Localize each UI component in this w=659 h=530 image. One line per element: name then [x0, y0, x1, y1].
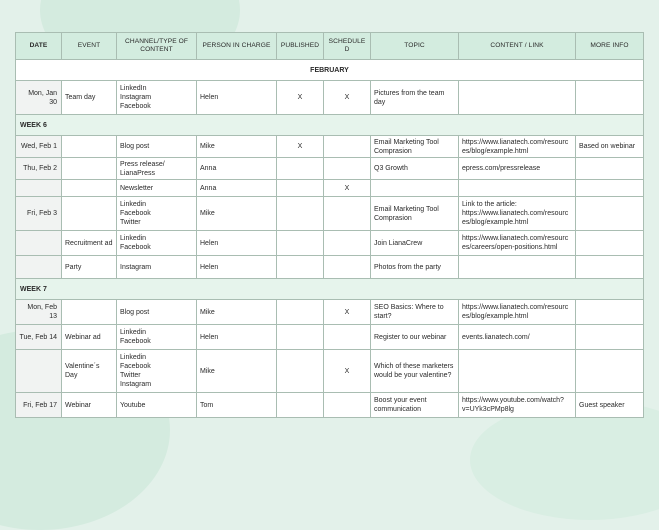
cell-content: epress.com/pressrelease	[459, 158, 576, 180]
channel-item: Instagram	[120, 94, 152, 101]
month-row	[16, 60, 644, 81]
cell-person: Anna	[197, 158, 277, 180]
header-event: EVENT	[62, 33, 117, 60]
cell-content: Link to the article: https://www.lianatech.com/resources/blog/example.html	[459, 197, 576, 231]
cell-person: Helen	[197, 81, 277, 115]
cell-scheduled	[324, 158, 371, 180]
cell-more	[576, 180, 644, 197]
cell-date	[16, 256, 62, 279]
cell-person: Mike	[197, 197, 277, 231]
header-channel: CHANNEL/TYPE OF CONTENT	[117, 33, 197, 60]
cell-content	[459, 180, 576, 197]
cell-topic: Email Marketing Tool Comprasion	[371, 136, 459, 158]
cell-scheduled	[324, 197, 371, 231]
table-row	[16, 325, 644, 350]
cell-content: https://www.youtube.com/watch?v=UYk3cPMp8lg	[459, 393, 576, 418]
cell-channel	[117, 197, 197, 231]
table-row	[16, 300, 644, 325]
table-row	[16, 180, 644, 197]
cell-person: Helen	[197, 256, 277, 279]
cell-channel	[117, 136, 197, 158]
channel-item: Facebook	[120, 363, 151, 370]
cell-more: Based on webinar	[576, 136, 644, 158]
channel-item: Linkedin	[120, 354, 147, 361]
cell-scheduled: X	[324, 81, 371, 115]
cell-published	[277, 256, 324, 279]
header-row	[16, 33, 644, 60]
table-row	[16, 350, 644, 393]
header-date: DATE	[16, 33, 62, 60]
background-shape	[470, 400, 659, 520]
month-label: FEBRUARY	[16, 60, 644, 81]
cell-content: https://www.lianatech.com/resources/blog/example.html	[459, 300, 576, 325]
cell-topic: Which of these marketers would be your valentine?	[371, 350, 459, 393]
channel-item: Facebook	[120, 244, 151, 251]
cell-published: X	[277, 81, 324, 115]
cell-person: Mike	[197, 136, 277, 158]
cell-channel	[117, 393, 197, 418]
cell-published	[277, 325, 324, 350]
cell-person: Mike	[197, 350, 277, 393]
table-row	[16, 197, 644, 231]
cell-date	[16, 231, 62, 256]
channel-item: Instagram	[120, 263, 152, 271]
cell-topic	[371, 180, 459, 197]
cell-more	[576, 197, 644, 231]
cell-scheduled	[324, 231, 371, 256]
cell-scheduled	[324, 256, 371, 279]
cell-date: Thu, Feb 2	[16, 158, 62, 180]
cell-scheduled: X	[324, 300, 371, 325]
channel-item: Blog post	[120, 143, 150, 150]
channel-item: Twitter	[120, 219, 141, 226]
cell-published	[277, 350, 324, 393]
cell-more	[576, 325, 644, 350]
week-row	[16, 279, 644, 300]
channel-item: Instagram	[120, 381, 152, 388]
cell-content: events.lianatech.com/	[459, 325, 576, 350]
cell-date: Fri, Feb 17	[16, 393, 62, 418]
cell-topic: Register to our webinar	[371, 325, 459, 350]
cell-scheduled: X	[324, 350, 371, 393]
channel-item: LinkedIn	[120, 85, 147, 92]
week-label: WEEK 7	[16, 279, 644, 300]
cell-channel	[117, 325, 197, 350]
cell-published	[277, 231, 324, 256]
header-topic: TOPIC	[371, 33, 459, 60]
cell-date	[16, 180, 62, 197]
cell-channel	[117, 300, 197, 325]
cell-topic: Join LianaCrew	[371, 231, 459, 256]
cell-topic: SEO Basics: Where to start?	[371, 300, 459, 325]
channel-item: Linkedin	[120, 329, 147, 336]
cell-more	[576, 350, 644, 393]
channel-item: Youtube	[120, 401, 146, 409]
week-label: WEEK 6	[16, 115, 644, 136]
cell-content	[459, 350, 576, 393]
cell-content	[459, 81, 576, 115]
cell-event: Webinar	[62, 393, 117, 418]
header-more-info: MORE INFO	[576, 33, 644, 60]
cell-channel	[117, 158, 197, 180]
cell-channel	[117, 180, 197, 197]
cell-more	[576, 300, 644, 325]
cell-scheduled	[324, 136, 371, 158]
cell-event	[62, 136, 117, 158]
cell-published	[277, 180, 324, 197]
cell-channel	[117, 350, 197, 393]
channel-item: Facebook	[120, 210, 151, 217]
cell-event	[62, 158, 117, 180]
cell-event: Team day	[62, 81, 117, 115]
cell-more: Guest speaker	[576, 393, 644, 418]
cell-date	[16, 350, 62, 393]
cell-published	[277, 158, 324, 180]
cell-published	[277, 197, 324, 231]
cell-scheduled	[324, 393, 371, 418]
cell-content: https://www.lianatech.com/resources/blog/example.html	[459, 136, 576, 158]
cell-date: Tue, Feb 14	[16, 325, 62, 350]
cell-person: Helen	[197, 231, 277, 256]
cell-person: Helen	[197, 325, 277, 350]
cell-channel	[117, 256, 197, 279]
cell-person: Mike	[197, 300, 277, 325]
cell-date: Fri, Feb 3	[16, 197, 62, 231]
cell-event: Party	[62, 256, 117, 279]
cell-more	[576, 231, 644, 256]
cell-event	[62, 180, 117, 197]
cell-more	[576, 81, 644, 115]
cell-more	[576, 158, 644, 180]
cell-event	[62, 300, 117, 325]
channel-item: Linkedin	[120, 201, 147, 208]
channel-item: Facebook	[120, 103, 151, 110]
cell-event	[62, 197, 117, 231]
cell-topic: Boost your event communication	[371, 393, 459, 418]
cell-event: Valentine´s Day	[62, 350, 117, 393]
table-row	[16, 256, 644, 279]
header-scheduled: SCHEDULED	[324, 33, 371, 60]
cell-date: Mon, Jan 30	[16, 81, 62, 115]
cell-scheduled	[324, 325, 371, 350]
cell-channel	[117, 231, 197, 256]
channel-item: Linkedin	[120, 235, 147, 242]
cell-channel	[117, 81, 197, 115]
cell-content	[459, 256, 576, 279]
channel-item: Twitter	[120, 372, 141, 379]
cell-content: https://www.lianatech.com/resources/careers/open-positions.html	[459, 231, 576, 256]
cell-published: X	[277, 136, 324, 158]
week-row	[16, 115, 644, 136]
cell-topic: Email Marketing Tool Comprasion	[371, 197, 459, 231]
header-content: CONTENT / LINK	[459, 33, 576, 60]
channel-item: Press release/	[120, 160, 165, 168]
header-person: PERSON IN CHARGE	[197, 33, 277, 60]
cell-topic: Q3 Growth	[371, 158, 459, 180]
cell-published	[277, 393, 324, 418]
channel-item: Blog post	[120, 308, 150, 316]
cell-published	[277, 300, 324, 325]
channel-item: Newsletter	[120, 184, 154, 192]
cell-more	[576, 256, 644, 279]
cell-topic: Photos from the party	[371, 256, 459, 279]
table-row	[16, 231, 644, 256]
cell-date: Wed, Feb 1	[16, 136, 62, 158]
table-row	[16, 81, 644, 115]
channel-item: Facebook	[120, 338, 151, 345]
cell-scheduled: X	[324, 180, 371, 197]
cell-event: Webinar ad	[62, 325, 117, 350]
header-published: PUBLISHED	[277, 33, 324, 60]
table-row	[16, 393, 644, 418]
cell-topic: Pictures from the team day	[371, 81, 459, 115]
table-row	[16, 158, 644, 180]
cell-event: Recruitment ad	[62, 231, 117, 256]
table-row	[16, 136, 644, 158]
content-calendar-table	[15, 32, 644, 418]
cell-person: Tom	[197, 393, 277, 418]
channel-item: LianaPress	[120, 169, 156, 177]
cell-person: Anna	[197, 180, 277, 197]
cell-date: Mon, Feb 13	[16, 300, 62, 325]
